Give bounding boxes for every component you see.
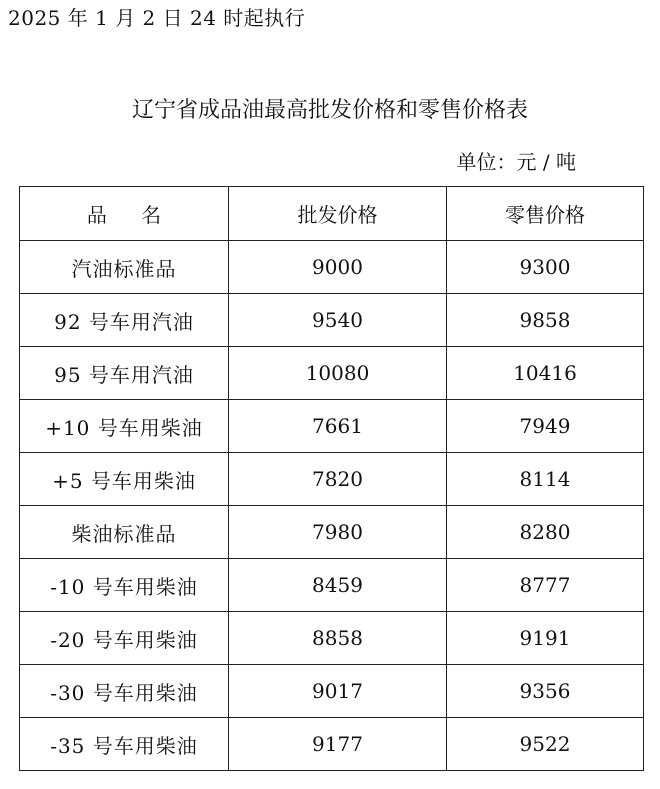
table-row — [20, 665, 644, 718]
retail-price-cell: 8777 — [447, 559, 644, 612]
retail-price-cell: 8114 — [447, 453, 644, 506]
table-row — [20, 612, 644, 665]
wholesale-price-cell: 9000 — [229, 241, 447, 294]
product-name-cell: -10 号车用柴油 — [20, 559, 229, 612]
retail-price-cell: 9356 — [447, 665, 644, 718]
retail-price-cell: 9300 — [447, 241, 644, 294]
table-row — [20, 241, 644, 294]
column-header-wholesale: 批发价格 — [229, 187, 447, 241]
product-name-cell: +5 号车用柴油 — [20, 453, 229, 506]
wholesale-price-cell: 7820 — [229, 453, 447, 506]
retail-price-cell: 9858 — [447, 294, 644, 347]
wholesale-price-cell: 8858 — [229, 612, 447, 665]
product-name-cell: -30 号车用柴油 — [20, 665, 229, 718]
table-row — [20, 294, 644, 347]
retail-price-cell: 10416 — [447, 347, 644, 400]
wholesale-price-cell: 10080 — [229, 347, 447, 400]
retail-price-cell: 7949 — [447, 400, 644, 453]
table-row — [20, 347, 644, 400]
wholesale-price-cell: 8459 — [229, 559, 447, 612]
retail-price-cell: 8280 — [447, 506, 644, 559]
product-name-cell: -20 号车用柴油 — [20, 612, 229, 665]
table-row — [20, 559, 644, 612]
document-title: 辽宁省成品油最高批发价格和零售价格表 — [131, 98, 528, 123]
product-name-cell: +10 号车用柴油 — [20, 400, 229, 453]
wholesale-price-cell: 7980 — [229, 506, 447, 559]
product-name-cell: 汽油标准品 — [20, 241, 229, 294]
product-name-cell: -35 号车用柴油 — [20, 718, 229, 771]
effective-date: 2025 年 1 月 2 日 24 时起执行 — [8, 6, 306, 30]
wholesale-price-cell: 9017 — [229, 665, 447, 718]
column-header-product: 品 名 — [20, 187, 229, 241]
unit-label: 单位：元 / 吨 — [456, 150, 576, 174]
retail-price-cell: 9191 — [447, 612, 644, 665]
table-row — [20, 506, 644, 559]
column-header-retail: 零售价格 — [447, 187, 644, 241]
wholesale-price-cell: 9177 — [229, 718, 447, 771]
table-row — [20, 718, 644, 771]
price-table — [19, 186, 644, 771]
wholesale-price-cell: 7661 — [229, 400, 447, 453]
product-name-cell: 92 号车用汽油 — [20, 294, 229, 347]
table-row — [20, 453, 644, 506]
table-header-row — [20, 187, 644, 241]
retail-price-cell: 9522 — [447, 718, 644, 771]
product-name-cell: 95 号车用汽油 — [20, 347, 229, 400]
table-row — [20, 400, 644, 453]
product-name-cell: 柴油标准品 — [20, 506, 229, 559]
wholesale-price-cell: 9540 — [229, 294, 447, 347]
